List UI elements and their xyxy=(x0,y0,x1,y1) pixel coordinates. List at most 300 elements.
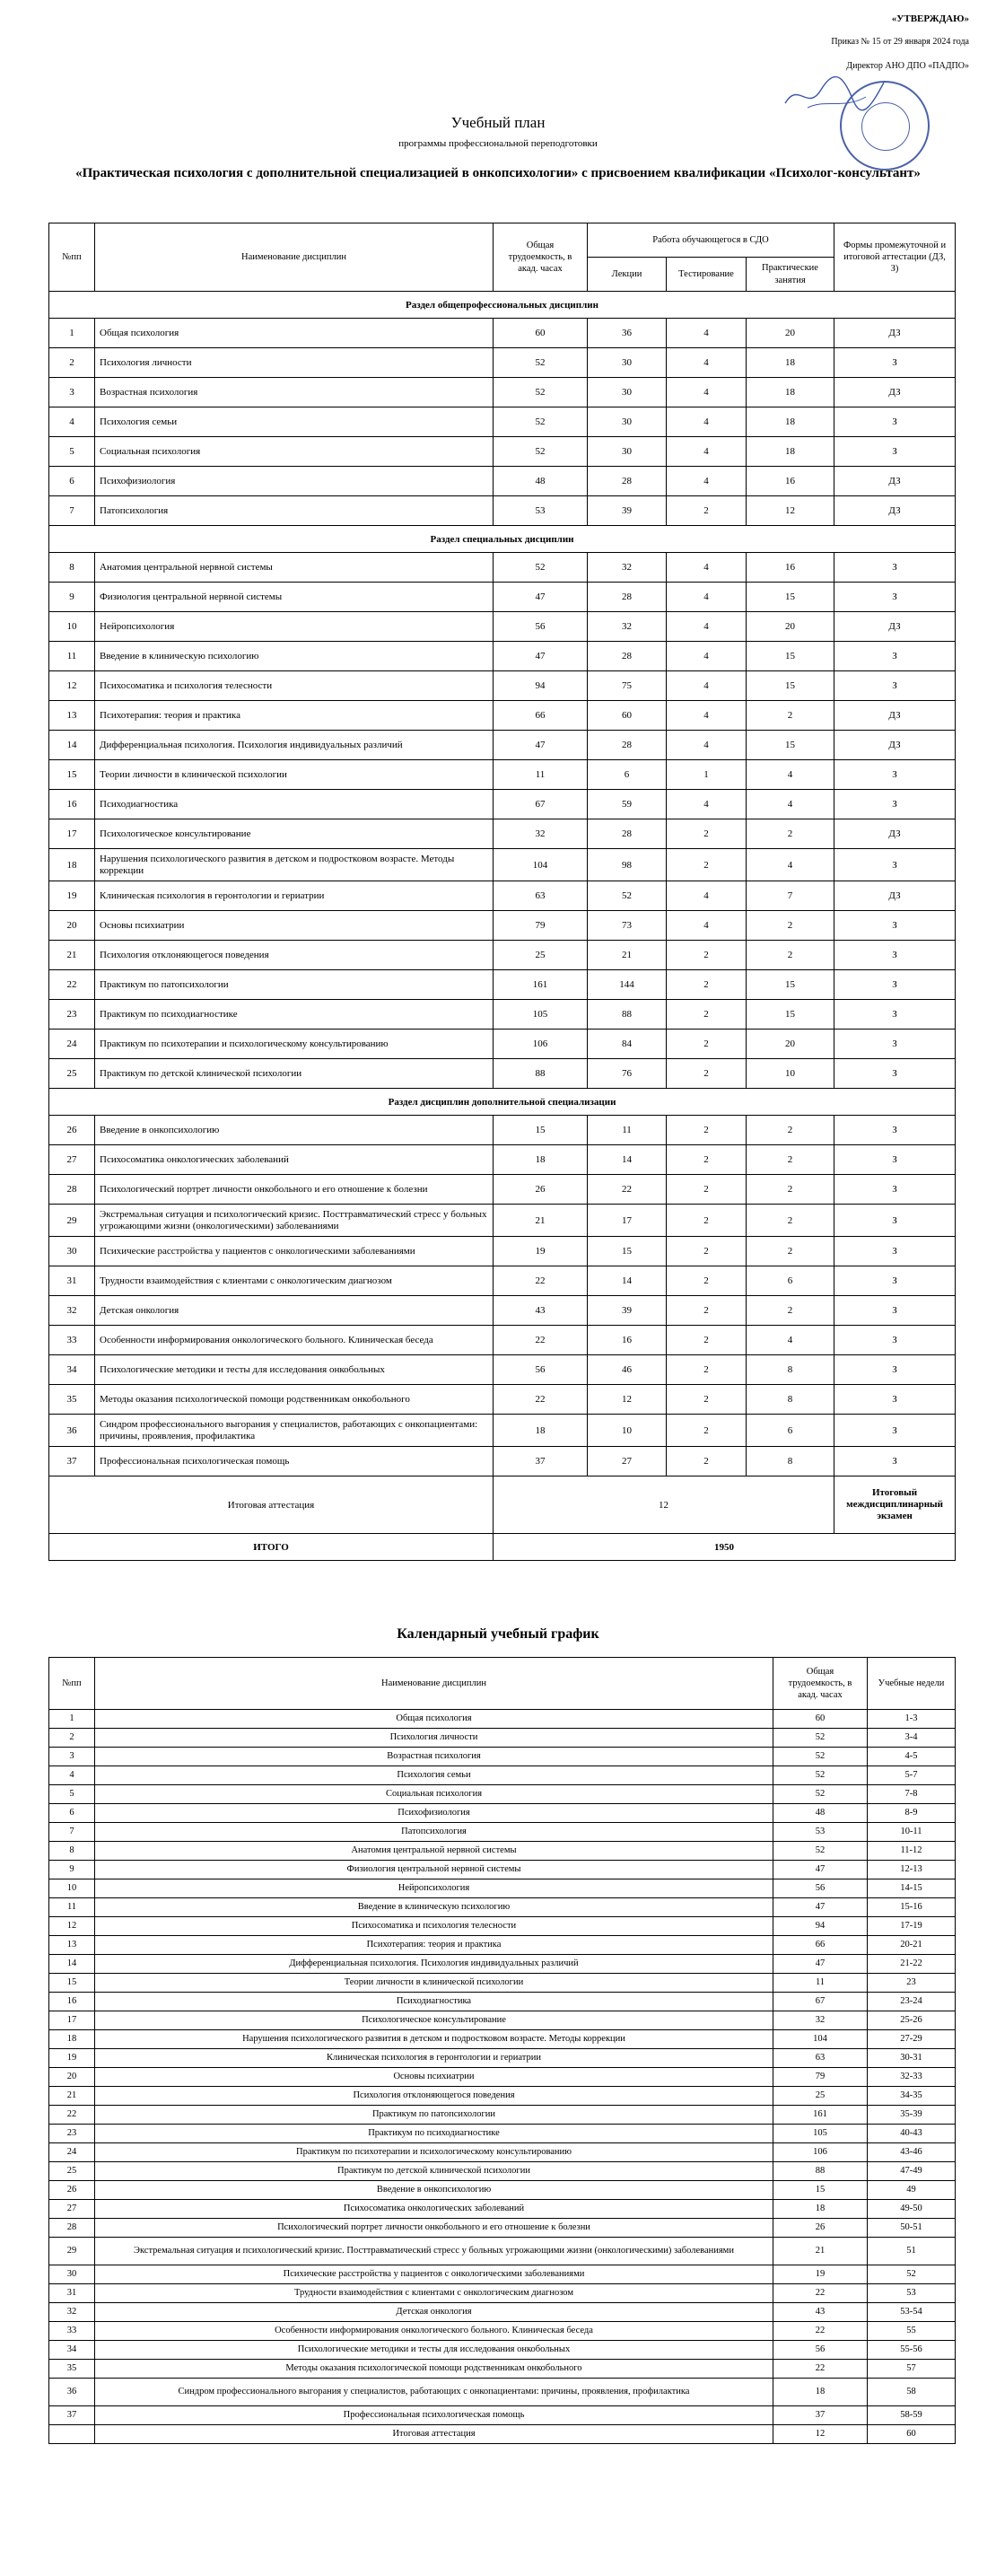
table-row xyxy=(49,319,956,348)
row-total: 11 xyxy=(773,1974,868,1993)
row-num: 26 xyxy=(49,2181,95,2200)
row-num: 6 xyxy=(49,467,95,496)
table-row xyxy=(49,1326,956,1355)
row-practice: 15 xyxy=(747,970,834,1000)
row-num: 7 xyxy=(49,1823,95,1842)
row-num: 28 xyxy=(49,2219,95,2238)
row-practice: 16 xyxy=(747,467,834,496)
row-lectures: 14 xyxy=(588,1266,667,1296)
row-testing: 2 xyxy=(667,941,747,970)
row-num: 16 xyxy=(49,790,95,819)
row-testing: 2 xyxy=(667,819,747,849)
row-num: 32 xyxy=(49,2303,95,2322)
row-name: Психологические методики и тесты для исследования онкобольных xyxy=(95,2341,773,2360)
row-testing: 2 xyxy=(667,1296,747,1326)
row-practice: 7 xyxy=(747,881,834,911)
row-num: 36 xyxy=(49,2379,95,2406)
row-total: 48 xyxy=(773,1804,868,1823)
row-practice: 15 xyxy=(747,671,834,701)
row-num: 23 xyxy=(49,1000,95,1030)
row-total: 18 xyxy=(494,1415,588,1447)
final-form: Итоговый междисциплинарный экзамен xyxy=(834,1476,956,1534)
row-testing: 2 xyxy=(667,1000,747,1030)
row-total: 43 xyxy=(494,1296,588,1326)
row-name: Введение в клиническую психологию xyxy=(95,1898,773,1917)
row-total: 60 xyxy=(773,1710,868,1729)
row-name: Особенности информирования онкологического больного. Клиническая беседа xyxy=(95,1326,494,1355)
row-weeks: 52 xyxy=(868,2265,956,2284)
table-row xyxy=(49,760,956,790)
row-practice: 20 xyxy=(747,612,834,642)
row-total: 47 xyxy=(773,1861,868,1879)
row-weeks: 14-15 xyxy=(868,1879,956,1898)
row-lectures: 21 xyxy=(588,941,667,970)
row-num: 19 xyxy=(49,881,95,911)
section-title: Раздел общепрофессиональных дисциплин xyxy=(49,292,956,319)
row-lectures: 6 xyxy=(588,760,667,790)
table-row xyxy=(49,2030,956,2049)
row-num: 18 xyxy=(49,849,95,881)
row-name: Синдром профессионального выгорания у специалистов, работающих с онкопациентами: причины, проявления, профилактика xyxy=(95,2379,773,2406)
row-total: 47 xyxy=(773,1955,868,1974)
row-weeks: 7-8 xyxy=(868,1785,956,1804)
row-total: 105 xyxy=(494,1000,588,1030)
row-testing: 2 xyxy=(667,1059,747,1089)
table-row xyxy=(49,2219,956,2238)
col-lectures: Лекции xyxy=(588,258,667,292)
row-total: 18 xyxy=(773,2200,868,2219)
row-total: 48 xyxy=(494,467,588,496)
row-testing: 4 xyxy=(667,319,747,348)
row-practice: 18 xyxy=(747,348,834,378)
row-weeks: 1-3 xyxy=(868,1710,956,1729)
row-num: 2 xyxy=(49,1729,95,1748)
row-form: З xyxy=(834,1355,956,1385)
row-form: З xyxy=(834,970,956,1000)
table-row xyxy=(49,2049,956,2068)
row-lectures: 28 xyxy=(588,819,667,849)
row-practice: 18 xyxy=(747,407,834,437)
table-row xyxy=(49,553,956,583)
row-weeks: 55-56 xyxy=(868,2341,956,2360)
row-name: Психология личности xyxy=(95,1729,773,1748)
row-form: З xyxy=(834,1059,956,1089)
row-name: Физиология центральной нервной системы xyxy=(95,583,494,612)
row-total: 32 xyxy=(773,2011,868,2030)
table-row xyxy=(49,970,956,1000)
row-weeks: 32-33 xyxy=(868,2068,956,2087)
row-name: Нейропсихология xyxy=(95,1879,773,1898)
row-total: 161 xyxy=(494,970,588,1000)
row-practice: 4 xyxy=(747,1326,834,1355)
row-lectures: 22 xyxy=(588,1175,667,1205)
row-practice: 2 xyxy=(747,1237,834,1266)
row-weeks: 51 xyxy=(868,2238,956,2265)
row-num: 23 xyxy=(49,2125,95,2143)
row-num: 9 xyxy=(49,1861,95,1879)
table-row xyxy=(49,819,956,849)
table-row xyxy=(49,2181,956,2200)
row-num: 8 xyxy=(49,553,95,583)
row-name: Психология отклоняющегося поведения xyxy=(95,941,494,970)
row-form: З xyxy=(834,1145,956,1175)
row-num: 31 xyxy=(49,2284,95,2303)
table-row xyxy=(49,849,956,881)
approval-title: «УТВЕРЖДАЮ» xyxy=(891,13,969,24)
row-total: 52 xyxy=(773,1766,868,1785)
row-name: Психология личности xyxy=(95,348,494,378)
row-num: 34 xyxy=(49,1355,95,1385)
row-name: Психосоматика онкологических заболеваний xyxy=(95,1145,494,1175)
row-total: 11 xyxy=(494,760,588,790)
row-practice: 2 xyxy=(747,911,834,941)
table-row xyxy=(49,1059,956,1089)
table-row xyxy=(49,1898,956,1917)
row-total: 25 xyxy=(494,941,588,970)
row-name: Общая психология xyxy=(95,319,494,348)
row-practice: 8 xyxy=(747,1447,834,1476)
row-lectures: 36 xyxy=(588,319,667,348)
section-title: Раздел специальных дисциплин xyxy=(49,526,956,553)
row-lectures: 28 xyxy=(588,731,667,760)
row-name: Дифференциальная психология. Психология индивидуальных различий xyxy=(95,731,494,760)
row-form: З xyxy=(834,1385,956,1415)
row-weeks: 43-46 xyxy=(868,2143,956,2162)
row-total: 18 xyxy=(773,2379,868,2406)
row-practice: 6 xyxy=(747,1266,834,1296)
row-lectures: 28 xyxy=(588,642,667,671)
col-testing: Тестирование xyxy=(667,258,747,292)
row-num: 21 xyxy=(49,941,95,970)
row-form: З xyxy=(834,1237,956,1266)
row-total: 106 xyxy=(773,2143,868,2162)
row-name: Психофизиология xyxy=(95,1804,773,1823)
row-testing: 2 xyxy=(667,1326,747,1355)
row-total: 47 xyxy=(773,1898,868,1917)
row-lectures: 76 xyxy=(588,1059,667,1089)
row-name: Практикум по патопсихологии xyxy=(95,970,494,1000)
row-form: ДЗ xyxy=(834,701,956,731)
table-row xyxy=(49,407,956,437)
row-total: 56 xyxy=(773,1879,868,1898)
row-practice: 4 xyxy=(747,790,834,819)
row-name: Экстремальная ситуация и психологический кризис. Посттравматический стресс у больных угрожающими жизни (онкологическими) заболеваниями xyxy=(95,2238,773,2265)
row-num: 11 xyxy=(49,1898,95,1917)
cal-col-weeks: Учебные недели xyxy=(868,1658,956,1710)
row-total: 60 xyxy=(494,319,588,348)
row-num: 33 xyxy=(49,2322,95,2341)
table-row xyxy=(49,2284,956,2303)
row-name: Анатомия центральной нервной системы xyxy=(95,553,494,583)
row-lectures: 16 xyxy=(588,1326,667,1355)
row-total: 53 xyxy=(773,1823,868,1842)
table-row xyxy=(49,1729,956,1748)
table-row xyxy=(49,1917,956,1936)
row-weeks: 27-29 xyxy=(868,2030,956,2049)
row-lectures: 46 xyxy=(588,1355,667,1385)
row-lectures: 39 xyxy=(588,1296,667,1326)
table-row xyxy=(49,2087,956,2106)
table-row xyxy=(49,731,956,760)
row-total: 21 xyxy=(773,2238,868,2265)
row-form: З xyxy=(834,583,956,612)
final-hours: 12 xyxy=(494,1476,834,1534)
row-name: Анатомия центральной нервной системы xyxy=(95,1842,773,1861)
row-num: 7 xyxy=(49,496,95,526)
row-lectures: 12 xyxy=(588,1385,667,1415)
row-total: 79 xyxy=(494,911,588,941)
row-num: 10 xyxy=(49,1879,95,1898)
table-row xyxy=(49,2125,956,2143)
page-subtitle: программы профессиональной переподготовки xyxy=(398,138,598,149)
row-num: 25 xyxy=(49,1059,95,1089)
row-form: З xyxy=(834,1415,956,1447)
row-name: Введение в онкопсихологию xyxy=(95,1116,494,1145)
row-total: 161 xyxy=(773,2106,868,2125)
row-total: 67 xyxy=(494,790,588,819)
row-form: ДЗ xyxy=(834,881,956,911)
table-row xyxy=(49,1266,956,1296)
row-name: Возрастная психология xyxy=(95,378,494,407)
row-testing: 4 xyxy=(667,583,747,612)
row-num: 36 xyxy=(49,1415,95,1447)
row-practice: 18 xyxy=(747,378,834,407)
row-testing: 4 xyxy=(667,911,747,941)
row-weeks: 57 xyxy=(868,2360,956,2379)
row-practice: 6 xyxy=(747,1415,834,1447)
row-name: Практикум по психодиагностике xyxy=(95,2125,773,2143)
row-name: Итоговая аттестация xyxy=(95,2425,773,2444)
row-lectures: 73 xyxy=(588,911,667,941)
row-total: 52 xyxy=(494,378,588,407)
curriculum-body xyxy=(49,292,956,1476)
row-practice: 8 xyxy=(747,1385,834,1415)
calendar-title: Календарный учебный график xyxy=(397,1626,599,1642)
row-num: 14 xyxy=(49,1955,95,1974)
col-total: Общая трудоемкость, в акад. часах xyxy=(494,223,588,292)
col-practice: Практические занятия xyxy=(747,258,834,292)
row-total: 22 xyxy=(494,1385,588,1415)
row-name: Особенности информирования онкологического больного. Клиническая беседа xyxy=(95,2322,773,2341)
row-total: 52 xyxy=(494,437,588,467)
row-num: 20 xyxy=(49,2068,95,2087)
row-total: 52 xyxy=(494,553,588,583)
row-total: 56 xyxy=(494,1355,588,1385)
row-total: 19 xyxy=(494,1237,588,1266)
row-testing: 4 xyxy=(667,553,747,583)
row-form: З xyxy=(834,348,956,378)
table-row xyxy=(49,1861,956,1879)
row-total: 25 xyxy=(773,2087,868,2106)
row-name: Психодиагностика xyxy=(95,1993,773,2011)
table-row xyxy=(49,348,956,378)
row-num: 35 xyxy=(49,1385,95,1415)
row-weeks: 35-39 xyxy=(868,2106,956,2125)
row-total: 88 xyxy=(773,2162,868,2181)
row-num: 4 xyxy=(49,407,95,437)
row-num: 24 xyxy=(49,1030,95,1059)
row-name: Психофизиология xyxy=(95,467,494,496)
table-row xyxy=(49,1710,956,1729)
row-total: 22 xyxy=(773,2360,868,2379)
row-total: 104 xyxy=(773,2030,868,2049)
cal-col-num: №пп xyxy=(49,1658,95,1710)
row-total: 79 xyxy=(773,2068,868,2087)
row-weeks: 60 xyxy=(868,2425,956,2444)
row-num: 28 xyxy=(49,1175,95,1205)
row-total: 63 xyxy=(773,2049,868,2068)
row-weeks: 5-7 xyxy=(868,1766,956,1785)
row-name: Нейропсихология xyxy=(95,612,494,642)
row-name: Социальная психология xyxy=(95,437,494,467)
row-weeks: 58 xyxy=(868,2379,956,2406)
row-weeks: 20-21 xyxy=(868,1936,956,1955)
row-total: 32 xyxy=(494,819,588,849)
row-num: 11 xyxy=(49,642,95,671)
row-num: 17 xyxy=(49,819,95,849)
row-name: Синдром профессионального выгорания у специалистов, работающих с онкопациентами: причины, проявления, профилактика xyxy=(95,1415,494,1447)
row-lectures: 30 xyxy=(588,348,667,378)
row-form: З xyxy=(834,911,956,941)
row-weeks: 17-19 xyxy=(868,1917,956,1936)
row-weeks: 53-54 xyxy=(868,2303,956,2322)
row-testing: 4 xyxy=(667,612,747,642)
row-num xyxy=(49,2425,95,2444)
row-total: 106 xyxy=(494,1030,588,1059)
row-total: 52 xyxy=(494,348,588,378)
row-form: ДЗ xyxy=(834,378,956,407)
final-label: Итоговая аттестация xyxy=(49,1476,494,1534)
row-form: З xyxy=(834,1266,956,1296)
row-num: 33 xyxy=(49,1326,95,1355)
col-forms: Формы промежуточной и итоговой аттестации (ДЗ, З) xyxy=(834,223,956,292)
row-name: Возрастная психология xyxy=(95,1748,773,1766)
row-total: 22 xyxy=(773,2284,868,2303)
row-lectures: 11 xyxy=(588,1116,667,1145)
row-testing: 4 xyxy=(667,790,747,819)
table-row xyxy=(49,881,956,911)
row-testing: 2 xyxy=(667,849,747,881)
row-testing: 2 xyxy=(667,1205,747,1237)
row-name: Психология отклоняющегося поведения xyxy=(95,2087,773,2106)
row-name: Трудности взаимодействия с клиентами с онкологическим диагнозом xyxy=(95,2284,773,2303)
row-name: Психодиагностика xyxy=(95,790,494,819)
row-name: Практикум по детской клинической психологии xyxy=(95,1059,494,1089)
table-row xyxy=(49,1355,956,1385)
table-row xyxy=(49,941,956,970)
row-name: Психологический портрет личности онкобольного и его отношение к болезни xyxy=(95,2219,773,2238)
row-name: Патопсихология xyxy=(95,1823,773,1842)
row-num: 16 xyxy=(49,1993,95,2011)
row-lectures: 60 xyxy=(588,701,667,731)
row-testing: 2 xyxy=(667,496,747,526)
row-name: Введение в клиническую психологию xyxy=(95,642,494,671)
row-form: З xyxy=(834,760,956,790)
row-weeks: 30-31 xyxy=(868,2049,956,2068)
row-name: Психологическое консультирование xyxy=(95,2011,773,2030)
row-name: Клиническая психология в геронтологии и гериатрии xyxy=(95,2049,773,2068)
row-lectures: 32 xyxy=(588,612,667,642)
row-num: 3 xyxy=(49,378,95,407)
row-num: 37 xyxy=(49,1447,95,1476)
row-num: 19 xyxy=(49,2049,95,2068)
row-num: 30 xyxy=(49,2265,95,2284)
row-total: 18 xyxy=(494,1145,588,1175)
row-num: 20 xyxy=(49,911,95,941)
row-num: 15 xyxy=(49,760,95,790)
approval-order: Приказ № 15 от 29 января 2024 года xyxy=(831,37,969,48)
table-row xyxy=(49,2238,956,2265)
row-num: 29 xyxy=(49,1205,95,1237)
row-name: Детская онкология xyxy=(95,2303,773,2322)
row-num: 22 xyxy=(49,2106,95,2125)
row-weeks: 55 xyxy=(868,2322,956,2341)
row-practice: 20 xyxy=(747,1030,834,1059)
row-total: 88 xyxy=(494,1059,588,1089)
table-row xyxy=(49,1993,956,2011)
row-total: 52 xyxy=(773,1729,868,1748)
row-num: 18 xyxy=(49,2030,95,2049)
row-num: 22 xyxy=(49,970,95,1000)
row-practice: 4 xyxy=(747,760,834,790)
row-name: Психологическое консультирование xyxy=(95,819,494,849)
program-name: «Практическая психология с дополнительной специализацией в онкопсихологии» с присвоением квалификации «Психолог-консультант» xyxy=(75,166,921,180)
row-name: Основы психиатрии xyxy=(95,2068,773,2087)
row-form: З xyxy=(834,790,956,819)
table-row xyxy=(49,2106,956,2125)
table-row xyxy=(49,378,956,407)
col-name: Наименование дисциплин xyxy=(95,223,494,292)
row-num: 5 xyxy=(49,437,95,467)
row-testing: 4 xyxy=(667,731,747,760)
row-total: 19 xyxy=(773,2265,868,2284)
row-testing: 1 xyxy=(667,760,747,790)
table-row xyxy=(49,1296,956,1326)
row-total: 22 xyxy=(773,2322,868,2341)
row-testing: 4 xyxy=(667,437,747,467)
row-num: 17 xyxy=(49,2011,95,2030)
row-num: 1 xyxy=(49,319,95,348)
table-row xyxy=(49,1804,956,1823)
row-lectures: 39 xyxy=(588,496,667,526)
row-total: 52 xyxy=(773,1785,868,1804)
table-row xyxy=(49,1205,956,1237)
row-num: 13 xyxy=(49,701,95,731)
row-name: Трудности взаимодействия с клиентами с онкологическим диагнозом xyxy=(95,1266,494,1296)
row-testing: 2 xyxy=(667,970,747,1000)
row-total: 105 xyxy=(773,2125,868,2143)
row-practice: 15 xyxy=(747,583,834,612)
row-form: З xyxy=(834,941,956,970)
table-row xyxy=(49,2341,956,2360)
row-total: 12 xyxy=(773,2425,868,2444)
row-form: З xyxy=(834,1000,956,1030)
row-practice: 15 xyxy=(747,642,834,671)
row-testing: 2 xyxy=(667,1145,747,1175)
row-form: З xyxy=(834,642,956,671)
row-practice: 12 xyxy=(747,496,834,526)
row-lectures: 84 xyxy=(588,1030,667,1059)
row-weeks: 49 xyxy=(868,2181,956,2200)
row-practice: 20 xyxy=(747,319,834,348)
row-weeks: 34-35 xyxy=(868,2087,956,2106)
row-num: 5 xyxy=(49,1785,95,1804)
row-form: З xyxy=(834,1175,956,1205)
row-total: 67 xyxy=(773,1993,868,2011)
table-row xyxy=(49,2162,956,2181)
row-practice: 18 xyxy=(747,437,834,467)
row-weeks: 47-49 xyxy=(868,2162,956,2181)
